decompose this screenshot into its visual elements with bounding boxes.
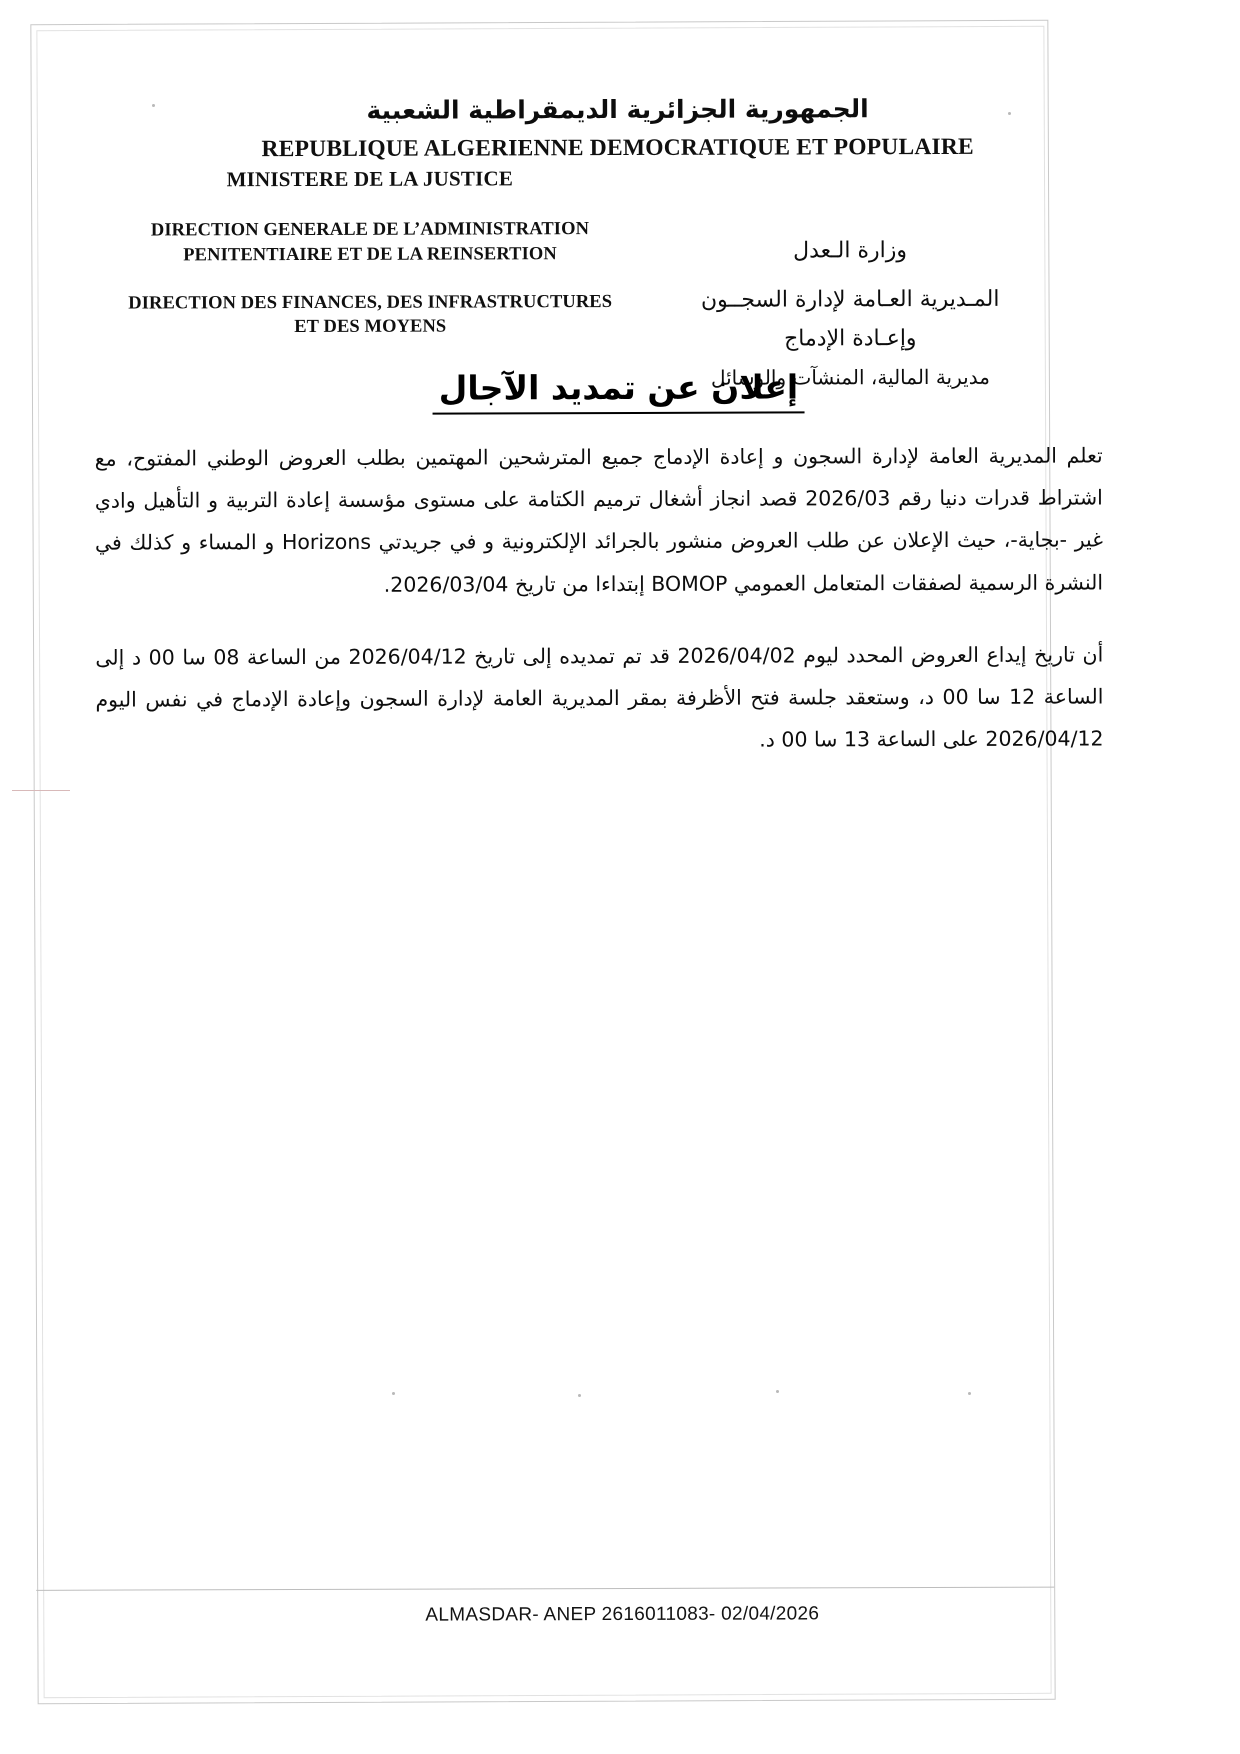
- state-title-arabic: الجمهورية الجزائرية الديمقراطية الشعبية: [366, 94, 869, 125]
- ministry-french: MINISTERE DE LA JUSTICE: [226, 166, 514, 192]
- body-paragraph: تعلم المديرية العامة لإدارة السجون و إعادة الإدماج جميع المترشحين المهتمين بطلب العروض الوطني المفتوح، مع اشتراط قدرات دنيا رقم 2026/03 قصد انجاز أشغال ترميم الكتامة على مستوى مؤسسة إعادة التربية و التأهيل وادي غير -بجاية-، حيث الإعلان عن طلب العروض منشور بالجرائد الإلكترونية و في جريدتي Horizons و المساء و كذلك في النشرة الرسمية لصفقات المتعامل العمومي BOMOP إبتداءا من تاريخ 2026/03/04.: [94, 443, 1104, 597]
- page-title: [0, 366, 1239, 409]
- directorate-general-french: [80, 217, 660, 268]
- directorate-general-french-line1: DIRECTION GENERALE DE L’ADMINISTRATION: [150, 219, 590, 241]
- header-french-block: [80, 166, 661, 340]
- directorate-french: [80, 290, 660, 341]
- footer-divider: [36, 1587, 1054, 1591]
- directorate-arabic: مديرية المالية، المنشآت والوسائل: [710, 364, 990, 390]
- directorate-general-french-line2: PENITENTIAIRE ET DE LA REINSERTION: [183, 243, 557, 266]
- ministry-arabic: وزارة الـعدل: [793, 238, 908, 264]
- directorate-french-line2: ET DES MOYENS: [294, 317, 447, 338]
- body-paragraph: أن تاريخ إيداع العروض المحدد ليوم 2026/04/02 قد تم تمديده إلى تاريخ 2026/04/12 من الساعة 08 سا 00 د إلى الساعة 12 سا 00 د، وستعقد جلسة فتح الأظرفة بمقر المديرية العامة لإدارة السجون وإعادة الإدماج في نفس اليوم 2026/04/12 على الساعة 13 سا 00 د.: [95, 642, 1104, 752]
- directorate-french-line1: DIRECTION DES FINANCES, DES INFRASTRUCTURES: [128, 292, 613, 314]
- directorate-general-arabic-line2: وإعـادة الإدماج: [784, 326, 917, 352]
- directorate-general-arabic-line1: المـديرية العـامة لإدارة السجــون: [700, 287, 1000, 314]
- page-title-text: إعلان عن تمديد الآجال: [433, 367, 805, 414]
- announcement-body: [95, 434, 1104, 763]
- state-title-french: REPUBLIQUE ALGERIENNE DEMOCRATIQUE ET POPULAIRE: [261, 134, 974, 163]
- footer-reference: ALMASDAR- ANEP 2616011083- 02/04/2026: [425, 1603, 820, 1626]
